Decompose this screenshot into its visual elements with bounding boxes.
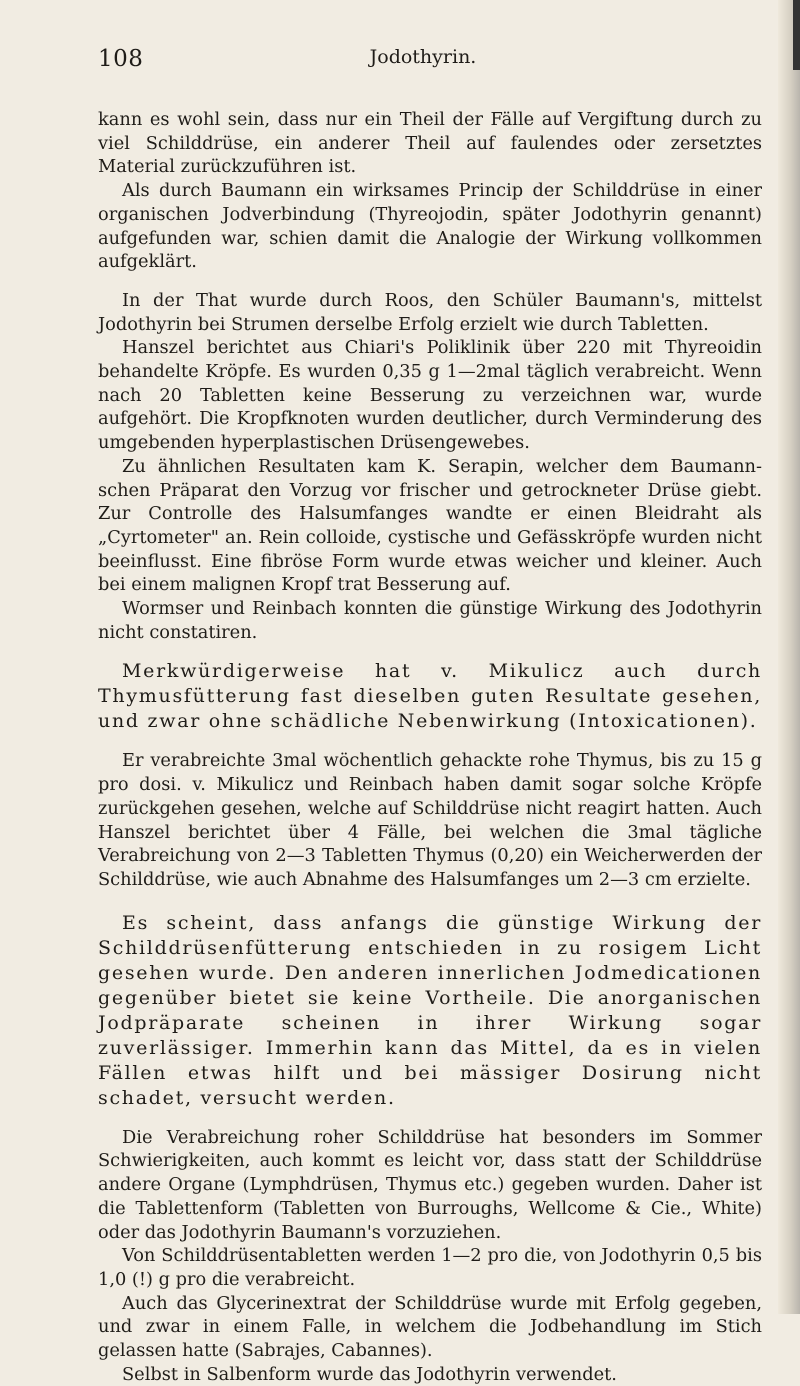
paragraph: Als durch Baumann ein wirksames Princip der Schilddrüse in einer organischen Jodverbindung (Thyreojodin, später Jodothyrin genannt) aufgefunden war, schien damit die Analogie der Wirkung vollkommen aufgeklärt. <box>98 180 762 273</box>
paragraph: Die Verabreichung roher Schilddrüse hat besonders im Sommer Schwierigkeiten, auch kommt es leicht vor, dass statt der Schilddrüse andere Organe (Lymphdrüsen, Thymus etc.) gegeben wurden. Daher ist die Tablettenform (Tabletten von Burroughs, Wellcome & Cie., White) oder das Jodothyrin Baumann's vorzuziehen. <box>98 1126 762 1243</box>
emphasized-paragraph: Merkwürdigerweise hat v. Mikulicz auch durch Thymusfütterung fast dieselben guten Resultate gesehen, und zwar ohne schädliche Nebenwirkung (Intoxicationen). <box>98 660 762 733</box>
paragraph: Von Schilddrüsentabletten werden 1—2 pro die, von Jodothyrin 0,5 bis 1,0 (!) g pro die verabreicht. <box>98 1245 762 1290</box>
page-edge-shadow <box>778 0 800 1314</box>
paragraph: Selbst in Salbenform wurde das Jodothyrin verwendet. <box>122 1363 617 1385</box>
paragraph: Er verabreichte 3mal wöchentlich gehackte rohe Thymus, bis zu 15 g pro dosi. v. Mikulicz und Reinbach haben damit sogar solche Kröpfe zurückgehen gesehen, welche auf Schilddrüse nicht reagirt hatten. Auch Hanszel berichtet über 4 Fälle, bei welchen die 3mal tägliche Verabreichung von 2—3 Tabletten Thymus (0,20) ein Weicherwerden der Schilddrüse, wie auch Abnahme des Halsumfanges um 2—3 cm erzielte. <box>98 750 762 890</box>
running-title: Jodothyrin. <box>369 46 477 68</box>
paragraph: kann es wohl sein, dass nur ein Theil der Fälle auf Vergiftung durch zu viel Schilddrüse, ein anderer Theil auf faulendes oder zersetztes Material zurückzuführen ist. <box>98 109 762 178</box>
paragraph: Auch das Glycerinextrat der Schilddrüse wurde mit Erfolg gegeben, und zwar in einem Falle, in welchem die Jodbehandlung im Stich gelassen hatte (Sabrajes, Cabannes). <box>98 1292 762 1362</box>
page-number: 108 <box>98 46 144 72</box>
paragraph: In der That wurde durch Roos, den Schüler Baumann's, mittelst Jodothyrin bei Strumen derselbe Erfolg erzielt wie durch Tabletten. <box>98 289 762 335</box>
body-text <box>98 108 762 1386</box>
page-header <box>98 46 748 76</box>
page-corner-mark <box>793 0 800 70</box>
paragraph: Hanszel berichtet aus Chiari's Poliklinik über 220 mit Thyreoidin behandelte Kröpfe. Es wurden 0,35 g 1—2mal täglich verabreicht. Wenn nach 20 Tabletten keine Besserung zu verzeichnen war, wurde aufgehört. Die Kropfknoten wurden deutlicher, durch Verminderung des umgebenden hyperplastischen Drüsengewebes. <box>98 337 762 454</box>
emphasized-paragraph: Es scheint, dass anfangs die günstige Wirkung der Schilddrüsenfütterung entschieden in zu rosigem Licht gesehen wurde. Den anderen innerlichen Jodmedicationen gegenüber bietet sie keine Vortheile. Die anorganischen Jodpräparate scheinen in ihrer Wirkung sogar zuverlässiger. Immerhin kann das Mittel, da es in vielen Fällen etwas hilft und bei mässiger Dosirung nicht schadet, versucht werden. <box>98 911 762 1109</box>
paragraph: Wormser und Reinbach konnten die günstige Wirkung des Jodothyrin nicht constatiren. <box>98 598 762 643</box>
paragraph: Zu ähnlichen Resultaten kam K. Serapin, welcher dem Baumann-schen Präparat den Vorzug vor frischer und getrockneter Drüse giebt. Zur Controlle des Halsumfanges wandte er einen Bleidraht als „Cyrtometer" an. Rein colloide, cystische und Gefässkröpfe wurden nicht beeinflusst. Eine fibröse Form wurde etwas weicher und kleiner. Auch bei einem malignen Kropf trat Besserung auf. <box>98 455 762 596</box>
